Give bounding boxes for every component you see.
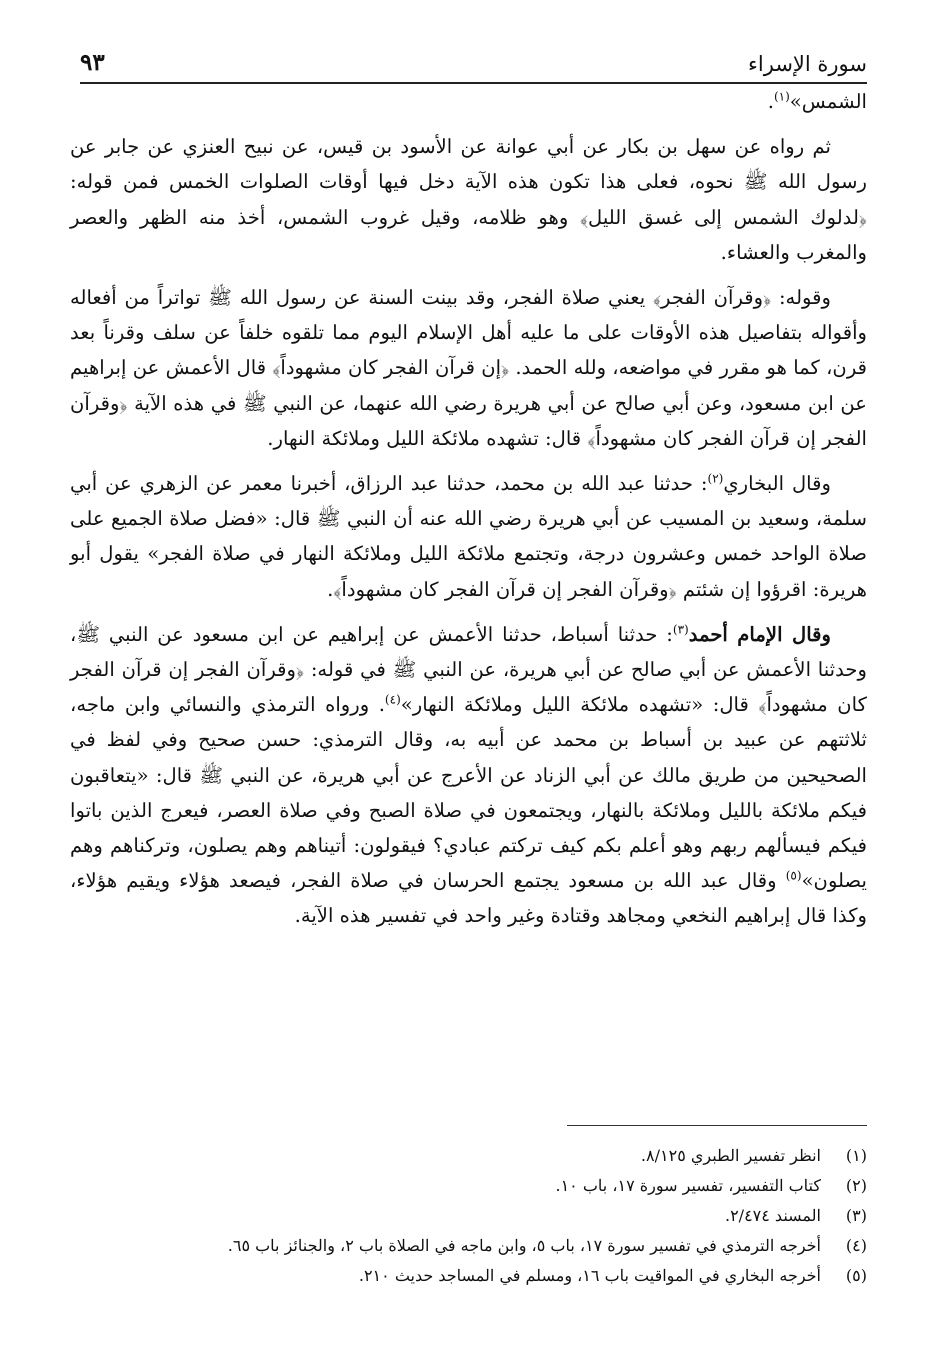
footnote-1: (١) انظر تفسير الطبري ٨/١٢٥.: [640, 1145, 867, 1165]
footnote-ref-1[interactable]: (١): [773, 89, 790, 104]
paragraph-2: ثم رواه عن سهل بن بكار عن أبي عوانة عن الأسود بن قيس، عن نبيح العنزي عن جابر عن رسول الله ﷺ نحوه، فعلى هذا تكون هذه الآية دخل فيها أوقات الصلوات الخمس فمن قوله: ﴿لدلوك الشمس إلى غسق الليل﴾ وهو ظلامه، وقيل غروب الشمس، أخذ منه الظهر والعصر والمغرب والعشاء.: [70, 135, 867, 264]
page-header: [80, 40, 867, 84]
paragraph-3: وقوله: ﴿وقرآن الفجر﴾ يعني صلاة الفجر، وقد بينت السنة عن رسول الله ﷺ تواتراً من أفعاله وأقواله بتفاصيل هذه الأوقات على ما عليه أهل الإسلام اليوم مما تلقوه خلفاً عن سلف وقرناً بعد قرن، كما هو مقرر في مواضعه، ولله الحمد. ﴿إن قرآن الفجر كان مشهوداً﴾ قال الأعمش عن إبراهيم عن ابن مسعود، وعن أبي صالح عن أبي هريرة رضي الله عنهما، عن النبي ﷺ في هذه الآية ﴿وقرآن الفجر إن قرآن الفجر كان مشهوداً﴾ قال: تشهده ملائكة الليل وملائكة النهار.: [70, 286, 867, 450]
footnote-ref-5[interactable]: (٥): [785, 868, 802, 883]
paragraph-4: وقال البخاري$^{(٢)}$: حدثنا عبد الله بن محمد، حدثنا عبد الرزاق، أخبرنا معمر عن الزهري عن أبي سلمة، وسعيد بن المسيب عن أبي هريرة رضي الله عنه أن النبي ﷺ قال: «فضل صلاة الجميع على صلاة الواحد خمس وعشرون درجة، وتجتمع ملائكة الليل وملائكة النهار في صلاة الفجر» يقول أبو هريرة: اقرؤوا إن شئتم ﴿وقرآن الفجر إن قرآن الفجر كان مشهوداً﴾.: [70, 471, 867, 601]
paragraph-5: وقال الإمام أحمد$^{(٣)}$: حدثنا أسباط، حدثنا الأعمش عن إبراهيم عن ابن مسعود عن النبي ﷺ، وحدثنا الأعمش عن أبي صالح عن أبي هريرة، عن النبي ﷺ في قوله: ﴿وقرآن الفجر إن قرآن الفجر كان مشهوداً﴾ قال: «تشهده ملائكة الليل وملائكة النهار»$^{(٤)}$. ورواه الترمذي والنسائي وابن ماجه، ثلاثتهم عن عبيد بن أسباط بن محمد عن أبيه به، وقال الترمذي: حسن صحيح وفي لفظ في الصحيحين من طريق مالك عن أبي الزناد عن الأعرج عن أبي هريرة، عن النبي ﷺ قال: «يتعاقبون فيكم ملائكة بالليل وملائكة بالنهار، ويجتمعون في صلاة الصبح وفي صلاة العصر، فيعرج الذين باتوا فيكم فيسألهم ربهم وهو أعلم بكم كيف تركتم عبادي؟ فيقولون: أتيناهم وهم يصلون، وتركناهم وهم يصلون»$^{(٥)}$ وقال عبد الله بن مسعود يجتمع الحرسان في صلاة الفجر، فيصعد هؤلاء ويقيم هؤلاء، وكذا قال إبراهيم النخعي ومجاهد وقتادة وغير واحد في تفسير هذه الآية.: [70, 622, 867, 928]
page-number: ٩٣: [80, 49, 105, 76]
surah-title: سورة الإسراء: [748, 52, 867, 76]
footnote-5: (٥) أخرجه البخاري في المواقيت باب ١٦، ومسلم في المساجد حديث ٢١٠.: [358, 1265, 867, 1285]
footnote-4: (٤) أخرجه الترمذي في تفسير سورة ١٧، باب ٥، وابن ماجه في الصلاة باب ٢، والجنائز باب ٦٥.: [227, 1235, 867, 1255]
footnote-3: (٣) المسند ٢/٤٧٤.: [724, 1205, 867, 1225]
main-text: [70, 84, 867, 944]
footnote-ref-4[interactable]: (٤): [384, 692, 401, 707]
footnote-divider: [567, 1125, 867, 1126]
footnote-ref-3[interactable]: (٣): [672, 622, 689, 637]
footnotes: [70, 1140, 867, 1290]
paragraph-1: الشمس»$^{(١)}$.: [767, 89, 867, 113]
footnote-ref-2[interactable]: (٢): [707, 471, 724, 486]
footnote-2: (٢) كتاب التفسير، تفسير سورة ١٧، باب ١٠.: [555, 1175, 867, 1195]
